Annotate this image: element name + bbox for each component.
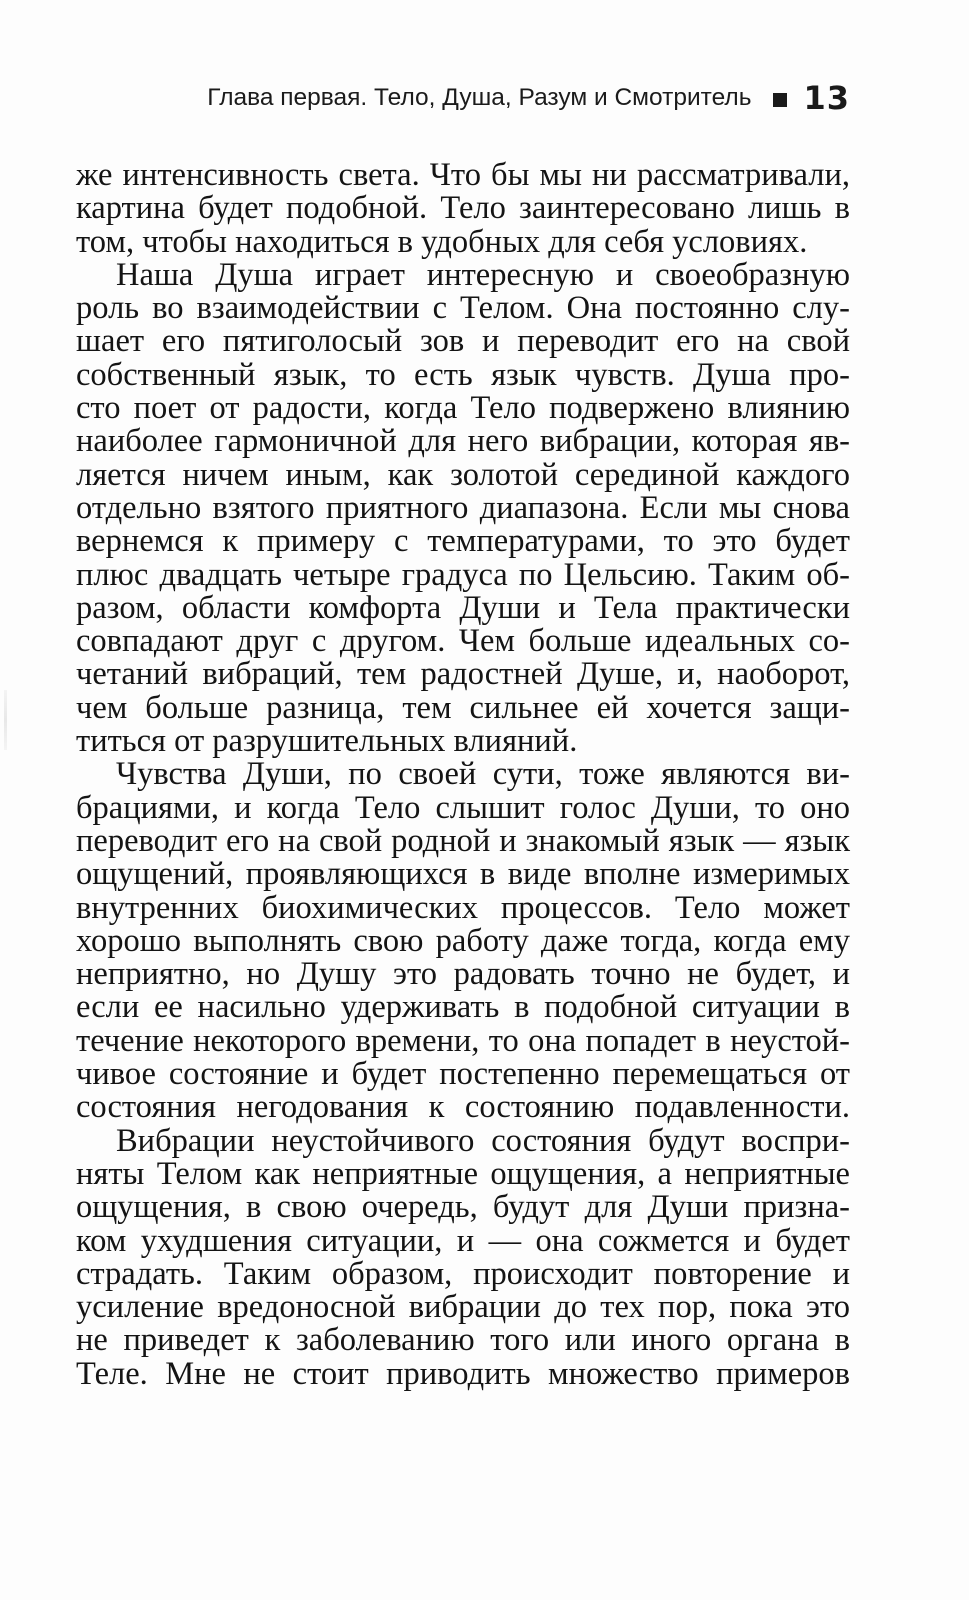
text-line: собственный язык, то есть язык чувств. Душа про- (76, 356, 850, 393)
text-line: картина будет подобной. Тело заинтересовано лишь в (76, 190, 850, 227)
paragraph (76, 256, 850, 760)
paragraph (76, 159, 850, 259)
text-line: вернемся к примеру с температурами, то это будет (76, 523, 850, 560)
text-line: ком ухудшения ситуации, и — она сожмется и будет (76, 1222, 850, 1259)
text-line: хорошо выполнять свою работу даже тогда, когда ему (76, 922, 850, 959)
text-line: отдельно взятого приятного диапазона. Если мы снова (76, 489, 850, 526)
page-number: 13 (803, 79, 850, 117)
text-line: плюс двадцать четыре градуса по Цельсию. Таким об- (76, 556, 850, 593)
text-line: Чувства Души, по своей сути, тоже являются ви- (116, 756, 850, 793)
text-line: же интенсивность света. Что бы мы ни рассматривали, (76, 157, 850, 193)
running-head (150, 74, 850, 122)
text-line: ощущения, в свою очередь, будут для Души призна- (76, 1189, 850, 1226)
text-line: если ее насильно удерживать в подобной ситуации в (76, 989, 850, 1026)
text-line: роль во взаимодействии с Телом. Она постоянно слу- (76, 290, 850, 327)
text-line: Теле. Мне не стоит приводить множество примеров (76, 1355, 850, 1392)
text-line: переводит его на свой родной и знакомый язык — язык (76, 822, 850, 859)
text-line: разом, области комфорта Души и Тела практически (76, 589, 850, 626)
text-line: чем больше разница, тем сильнее ей хочется защи- (76, 689, 850, 726)
text-line: состояния негодования к состоянию подавленности. (76, 1089, 850, 1126)
scan-edge-mark (4, 690, 7, 750)
text-line: ощущений, проявляющихся в виде вполне измеримых (76, 856, 850, 893)
text-line: страдать. Таким образом, происходит повторение и (76, 1255, 850, 1292)
text-line: наиболее гармоничной для него вибрации, которая яв- (76, 423, 850, 460)
text-line: титься от разрушительных влияний. (76, 723, 578, 760)
text-line: ляется ничем иным, как золотой серединой каждого (76, 456, 850, 493)
text-line: няты Телом как неприятные ощущения, а неприятные (76, 1155, 850, 1192)
text-line: Наша Душа играет интересную и своеобразную (116, 256, 850, 293)
text-line: неприятно, но Душу это радовать точно не будет, и (76, 956, 850, 993)
text-line: сто поет от радости, когда Тело подвержено влиянию (76, 390, 850, 427)
body-text (76, 159, 850, 1391)
text-line: чивое состояние и будет постепенно перемещаться от (76, 1056, 850, 1093)
text-line: Вибрации неустойчивого состояния будут воспри- (116, 1122, 850, 1159)
square-bullet-icon (773, 93, 787, 107)
text-line: течение некоторого времени, то она попадет в неустой- (76, 1022, 850, 1059)
text-line: внутренних биохимических процессов. Тело может (76, 889, 850, 926)
text-line: том, чтобы находиться в удобных для себя условиях. (76, 223, 808, 260)
text-line: шает его пятиголосый зов и переводит его на свой (76, 323, 850, 360)
text-line: совпадают друг с другом. Чем больше идеальных со- (76, 623, 850, 660)
chapter-title: Глава первая. Тело, Душа, Разум и Смотритель (207, 84, 752, 111)
paragraph (76, 758, 850, 1124)
text-line: усиление вредоносной вибрации до тех пор, пока это (76, 1289, 850, 1326)
paragraph (76, 1122, 850, 1392)
text-line: четаний вибраций, тем радостней Душе, и, наоборот, (76, 656, 850, 693)
text-line: брациями, и когда Тело слышит голос Души, то оно (76, 789, 850, 826)
text-line: не приведет к заболеванию того или иного органа в (76, 1322, 850, 1359)
